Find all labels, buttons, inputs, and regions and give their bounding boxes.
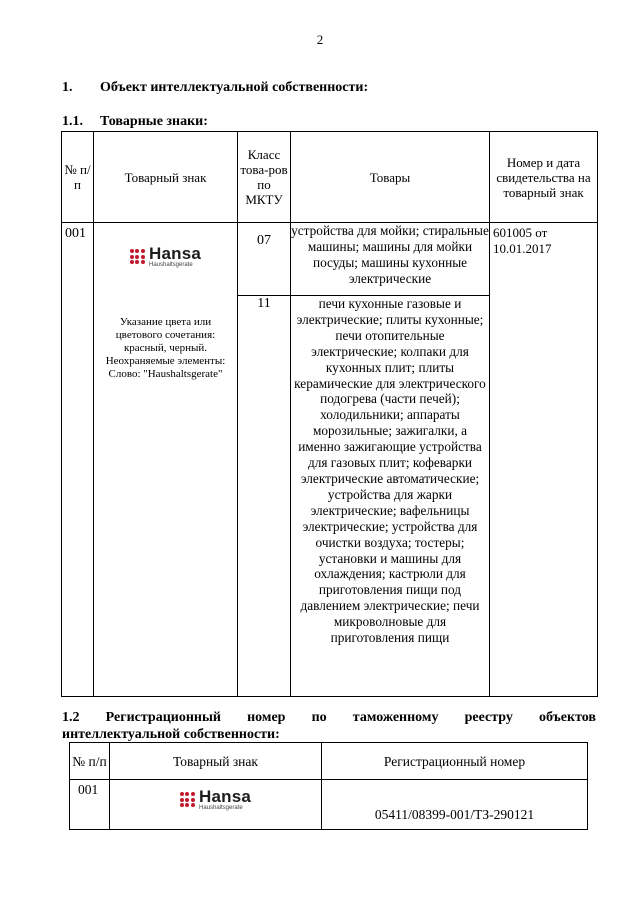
goods-cell: печи кухонные газовые и электрические; плиты кухонные; печи отопительные электрические; колпаки для кухонных плит; плиты керамические для электрического подогрева (части печей); холодильники; аппараты морозильные; зажигалки, а именно зажигающие устройства для газовых плит; кофеварки электрические автоматические; устройства для жарки электрические; вафельницы электрические; устройства для очистки воздуха; тостеры; установки и машины для охлаждения; кастрюли для приготовления пищи под давлением электрические; печи микроволновые для приготовления пищи — [291, 296, 490, 697]
row-num: 001 — [62, 223, 94, 697]
trademarks-table — [61, 131, 598, 697]
table-row — [62, 223, 598, 296]
registration-number: 05411/08399-001/ТЗ-290121 — [322, 780, 588, 830]
header-num: № п/п — [70, 743, 110, 780]
header-goods: Товары — [291, 132, 490, 223]
section-1-2-heading-continued: интеллектуальной собственности: — [62, 727, 280, 742]
section-1-number: 1. — [62, 80, 73, 95]
header-reg: Регистрационный номер — [322, 743, 588, 780]
section-1-2-heading: 1.2 Регистрационный номер по таможенному реестру объектов — [62, 710, 596, 725]
class-cell: 07 — [238, 223, 291, 296]
logo-subtitle: Haushaltsgerate — [198, 805, 243, 811]
section-1-1-heading — [62, 114, 208, 130]
logo-word: Hansa — [198, 787, 252, 806]
header-num: № п/п — [62, 132, 94, 223]
header-reg: Номер и дата свидетельства на товарный знак — [490, 132, 598, 223]
class-cell: 11 — [238, 296, 291, 697]
hansa-logo — [130, 245, 201, 268]
trademark-cell — [94, 223, 238, 697]
section-1-heading — [62, 80, 368, 96]
header-mark: Товарный знак — [110, 743, 322, 780]
trademark-note: Указание цвета или цветового сочетания: красный, черный. Неохраняемые элементы: Слово: "Haushaltsgerate" — [105, 316, 226, 380]
registration-cell: 601005 от 10.01.2017 — [490, 223, 598, 697]
section-1-1-number: 1.1. — [62, 114, 83, 129]
logo-subtitle: Haushaltsgerate — [148, 262, 193, 268]
trademarks-table-header — [62, 132, 598, 223]
section-1-title: Объект интеллектуальной собственности: — [100, 80, 369, 95]
table-row — [70, 780, 588, 830]
logo-word: Hansa — [148, 244, 202, 263]
row-num: 001 — [70, 780, 110, 830]
hansa-logo — [180, 788, 251, 811]
logo-dots-icon — [130, 249, 145, 264]
trademark-cell — [110, 780, 322, 830]
page-number: 2 — [316, 32, 324, 47]
goods-cell: устройства для мойки; стиральные машины; машины для мойки посуды; машины кухонные электрические — [291, 223, 490, 296]
customs-table-header — [70, 743, 588, 780]
customs-registry-table — [69, 742, 588, 830]
header-mark: Товарный знак — [94, 132, 238, 223]
logo-dots-icon — [180, 792, 195, 807]
header-class: Класс това-ров по МКТУ — [238, 132, 291, 223]
section-1-1-title: Товарные знаки: — [100, 114, 208, 129]
